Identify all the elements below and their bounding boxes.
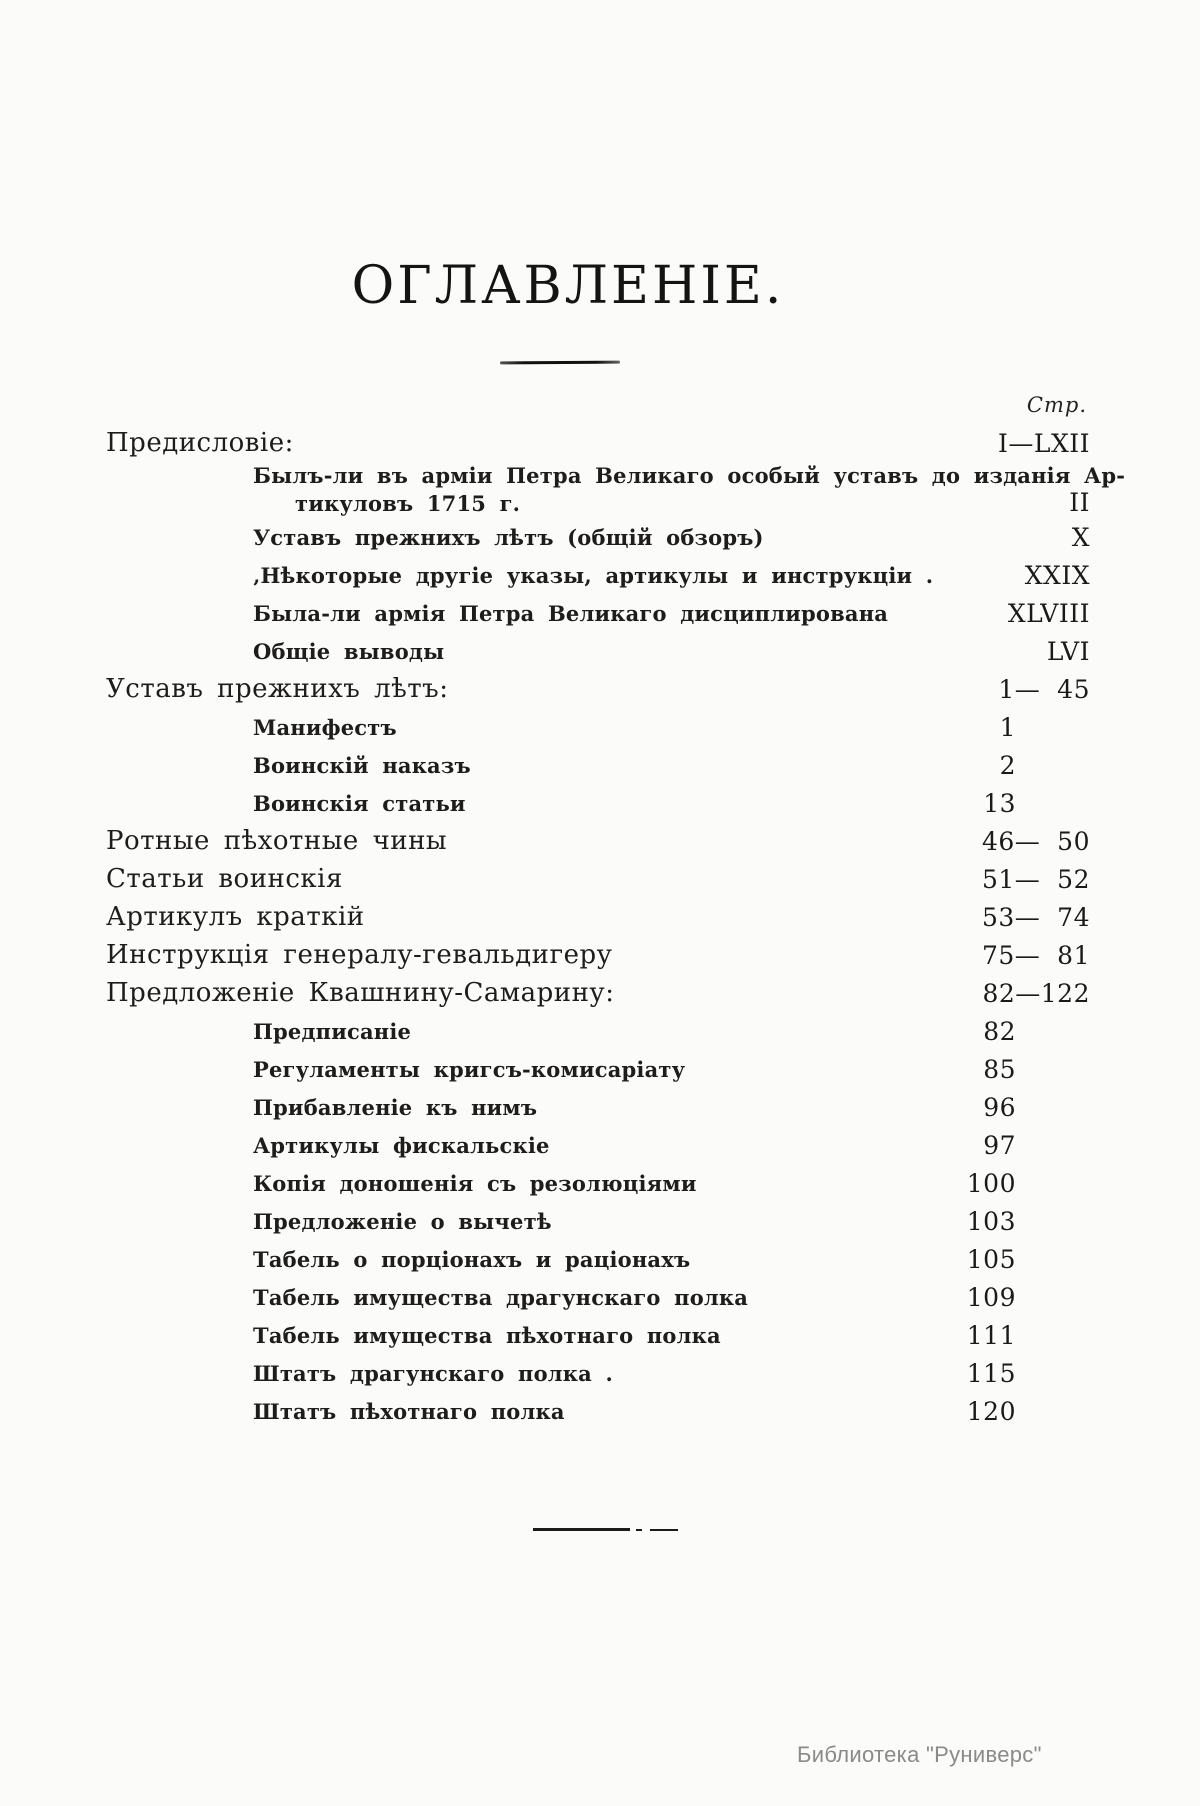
toc-entry-pages: XXIX bbox=[1024, 560, 1090, 590]
toc-entry bbox=[106, 1126, 1090, 1164]
pages-column-header: Стр. bbox=[1026, 393, 1087, 417]
toc-entry bbox=[106, 462, 1126, 518]
toc-entry-label: Предписаніе bbox=[253, 1018, 412, 1044]
toc-entry-pages: 46— 50 bbox=[981, 826, 1090, 856]
toc-entry-label: Общіе выводы bbox=[253, 638, 445, 664]
toc-entry bbox=[106, 1354, 1090, 1392]
toc-entry-label: Воинскій наказъ bbox=[253, 752, 471, 778]
toc-entry-pages: 13 bbox=[983, 788, 1016, 818]
toc-entry bbox=[106, 936, 1090, 974]
toc-entry-pages: 120 bbox=[966, 1396, 1016, 1426]
toc-entry-pages: 82 bbox=[983, 1016, 1016, 1046]
toc-entry bbox=[106, 518, 1090, 556]
toc-entry-pages: 85 bbox=[983, 1054, 1016, 1084]
toc-entry-label: Предисловіе: bbox=[106, 428, 294, 458]
toc-entry-label: Была-ли армія Петра Великаго дисциплирована bbox=[253, 600, 889, 626]
toc-entry bbox=[106, 632, 1090, 670]
toc-entry-pages: 1— 45 bbox=[998, 674, 1090, 704]
toc-entry bbox=[106, 860, 1090, 898]
toc-entry bbox=[106, 424, 1090, 462]
toc-entry-label: Регуламенты кригсъ-комисаріату bbox=[253, 1056, 686, 1082]
toc-entry bbox=[106, 1164, 1090, 1202]
toc-entry-label: Статьи воинскія bbox=[106, 864, 343, 894]
toc-entry-label: Предложеніе Квашнину-Самарину: bbox=[106, 978, 615, 1008]
toc-entry bbox=[106, 1202, 1090, 1240]
toc-entry bbox=[106, 670, 1090, 708]
toc-entry-pages: 1 bbox=[999, 712, 1016, 742]
toc-entry bbox=[106, 784, 1090, 822]
toc-entry-pages: 109 bbox=[966, 1282, 1016, 1312]
toc-entry-label: Копія доношенія съ резолюціями bbox=[253, 1170, 697, 1196]
toc-entry bbox=[106, 746, 1090, 784]
toc-entry-label: Артикулы фискальскіе bbox=[253, 1132, 550, 1158]
title-divider bbox=[500, 361, 620, 365]
toc-entry-pages: II bbox=[1069, 488, 1090, 517]
toc-entry-label: Табель о порціонахъ и раціонахъ bbox=[253, 1246, 691, 1272]
toc-entry-pages: 2 bbox=[999, 750, 1016, 780]
toc-entry-pages: 82—122 bbox=[982, 978, 1090, 1008]
toc-entry-pages: I—LXII bbox=[997, 428, 1090, 458]
toc-entry-line1: Былъ-ли въ арміи Петра Великаго особый уставъ до изданія Ар- bbox=[253, 463, 1126, 488]
toc-entry bbox=[106, 556, 1090, 594]
library-watermark: Библиотека "Руниверс" bbox=[797, 1742, 1042, 1767]
toc-entry-label: ‚Нѣкоторые другіе указы, артикулы и инструкціи . bbox=[253, 562, 934, 588]
toc-entry-pages: 100 bbox=[966, 1168, 1016, 1198]
page-title: ОГЛАВЛЕНІЕ. bbox=[351, 256, 785, 316]
toc-entry-pages: 53— 74 bbox=[981, 902, 1090, 932]
toc-entry-label: Табель имущества пѣхотнаго полка bbox=[253, 1322, 721, 1348]
toc-entry bbox=[106, 1050, 1090, 1088]
toc-entry bbox=[106, 594, 1090, 632]
toc-entry-label: Воинскія статьи bbox=[253, 790, 466, 816]
toc-entry-label: Уставъ прежнихъ лѣтъ (общій обзоръ) bbox=[253, 524, 764, 550]
toc-entry bbox=[106, 1240, 1090, 1278]
toc-entry-label: Штатъ пѣхотнаго полка bbox=[253, 1398, 565, 1424]
end-divider-segment bbox=[533, 1528, 630, 1531]
toc-entry-label: Манифестъ bbox=[253, 714, 397, 740]
pages-column-header-row bbox=[106, 386, 1090, 424]
toc-entry-label: Штатъ драгунскаго полка . bbox=[253, 1360, 613, 1386]
toc-entry-pages: 51— 52 bbox=[981, 864, 1090, 894]
toc-entry-pages: X bbox=[1071, 522, 1090, 552]
end-divider-segment bbox=[650, 1529, 678, 1531]
toc-entry-pages: 97 bbox=[983, 1130, 1016, 1160]
toc-entry-pages: LVI bbox=[1046, 636, 1090, 666]
toc-entry-label: Артикулъ краткій bbox=[106, 902, 365, 932]
toc-entry-pages: 103 bbox=[966, 1206, 1016, 1236]
toc-entry bbox=[106, 1392, 1090, 1430]
toc-entry-label: Инструкція генералу-гевальдигеру bbox=[106, 940, 613, 970]
toc-entry-pages: XLVIII bbox=[1007, 598, 1090, 628]
toc-entry bbox=[106, 898, 1090, 936]
toc-entry-label: Ротные пѣхотные чины bbox=[106, 826, 448, 856]
toc-entry bbox=[106, 1278, 1090, 1316]
toc-entry-label: Прибавленіе къ нимъ bbox=[253, 1094, 538, 1120]
toc-entry-pages: 115 bbox=[966, 1358, 1016, 1388]
toc-entry-pages: 75— 81 bbox=[981, 940, 1090, 970]
toc-entry bbox=[106, 1012, 1090, 1050]
toc-entry bbox=[106, 822, 1090, 860]
toc-entry bbox=[106, 708, 1090, 746]
toc-entry-label: Табель имущества драгунскаго полка bbox=[253, 1284, 749, 1310]
end-divider-segment bbox=[636, 1529, 642, 1531]
end-divider bbox=[533, 1528, 678, 1531]
toc-entry-line2: тикуловъ 1715 г. bbox=[295, 491, 521, 516]
toc-entry-pages: 111 bbox=[966, 1320, 1016, 1350]
toc-entry bbox=[106, 974, 1090, 1012]
toc-entry bbox=[106, 1088, 1090, 1126]
toc-entry-label: Уставъ прежнихъ лѣтъ: bbox=[106, 674, 449, 704]
toc-entry-label: Предложеніе о вычетѣ bbox=[253, 1208, 552, 1234]
table-of-contents bbox=[106, 386, 1126, 1430]
toc-entry-pages: 105 bbox=[966, 1244, 1016, 1274]
toc-entry-pages: 96 bbox=[983, 1092, 1016, 1122]
toc-entry bbox=[106, 1316, 1090, 1354]
